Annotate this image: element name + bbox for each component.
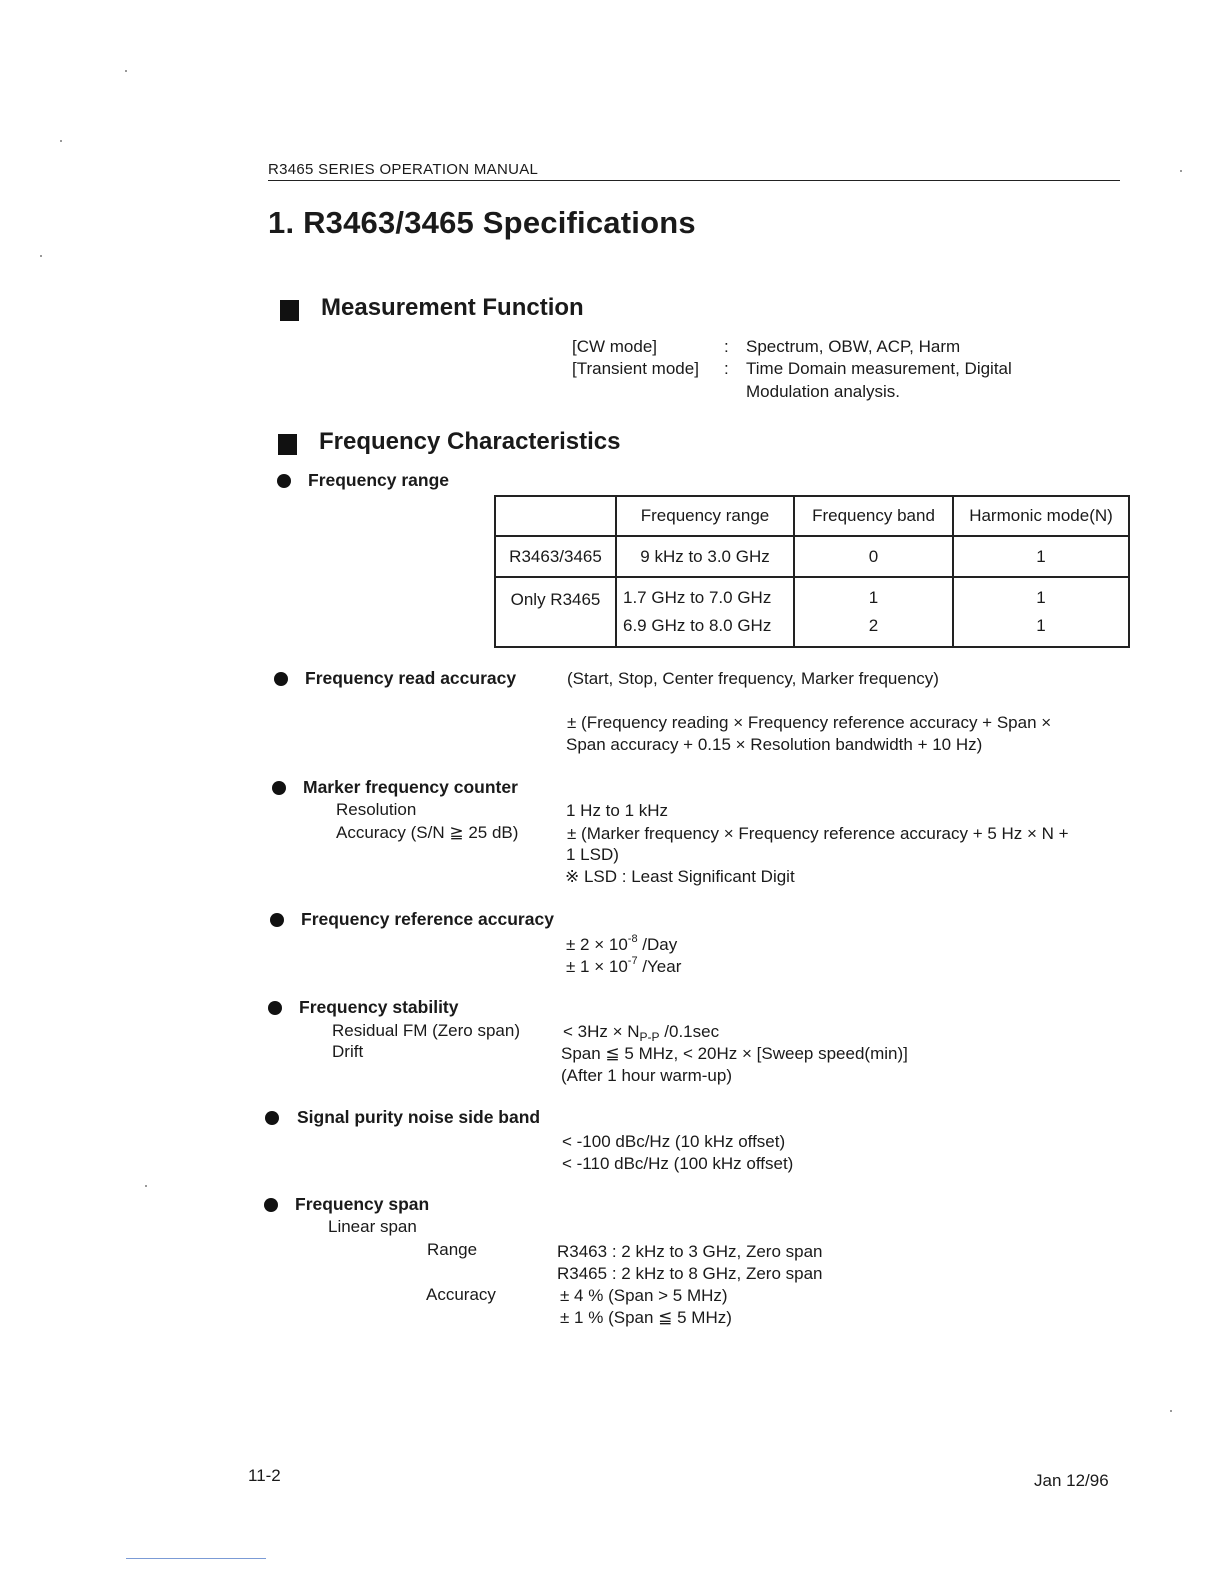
- frequency-span-label: Frequency span: [295, 1194, 430, 1214]
- table-header-row: [495, 496, 1129, 536]
- scan-speck: [125, 70, 127, 72]
- bullet-icon: [265, 1111, 279, 1125]
- read-accuracy-label: Frequency read accuracy: [305, 668, 517, 688]
- span-range-line1: R3463 : 2 kHz to 3 GHz, Zero span: [557, 1242, 823, 1261]
- table-cell: [616, 577, 794, 647]
- table-cell-line: 1: [1036, 616, 1046, 635]
- table-header-cell: [495, 496, 616, 536]
- marker-accuracy-line2: 1 LSD): [566, 845, 619, 864]
- bullet-icon: [274, 672, 288, 686]
- transient-mode-label: [Transient mode]: [572, 359, 699, 378]
- ref-year-base: ± 1 × 10: [566, 957, 628, 976]
- section-bullet-icon: [280, 300, 299, 321]
- table-cell: Only R3465: [495, 577, 616, 647]
- residual-fm-value: [563, 1022, 719, 1044]
- table-row: [495, 577, 1129, 647]
- table-cell: 1: [953, 536, 1129, 577]
- frequency-characteristics-heading: Frequency Characteristics: [319, 428, 621, 455]
- scan-speck: [40, 255, 42, 257]
- bullet-icon: [270, 913, 284, 927]
- resolution-label: Resolution: [336, 800, 417, 819]
- cw-mode-label: [CW mode]: [572, 337, 658, 356]
- ref-year-exponent: -7: [627, 955, 638, 967]
- bullet-icon: [268, 1001, 282, 1015]
- manual-header-title: R3465 SERIES OPERATION MANUAL: [268, 161, 539, 178]
- marker-accuracy-line1: ± (Marker frequency × Frequency reference accuracy + 5 Hz × N +: [567, 824, 1069, 843]
- table-header-cell: Frequency range: [616, 496, 794, 536]
- table-header-cell: Harmonic mode(N): [953, 496, 1129, 536]
- header-rule: [268, 180, 1120, 181]
- linear-span-label: Linear span: [328, 1217, 417, 1236]
- reference-accuracy-year: [566, 955, 681, 977]
- resolution-value: 1 Hz to 1 kHz: [566, 801, 669, 820]
- table-cell: R3463/3465: [495, 536, 616, 577]
- residual-fm-unit: /0.1sec: [659, 1022, 720, 1041]
- noise-sideband-label: Signal purity noise side band: [297, 1107, 541, 1127]
- drift-line2: (After 1 hour warm-up): [561, 1066, 732, 1085]
- cw-mode-sep: :: [724, 337, 729, 356]
- frequency-range-table: [494, 495, 1130, 648]
- table-cell: 9 kHz to 3.0 GHz: [616, 536, 794, 577]
- stability-label: Frequency stability: [299, 997, 459, 1017]
- read-accuracy-line1: (Start, Stop, Center frequency, Marker frequency): [567, 669, 939, 688]
- scan-speck: [145, 1185, 147, 1187]
- table-cell: [953, 577, 1129, 647]
- drift-label: Drift: [332, 1042, 364, 1061]
- scan-speck: [1180, 170, 1182, 172]
- scan-speck: [60, 140, 62, 142]
- table-row: [495, 536, 1129, 577]
- read-accuracy-line3: Span accuracy + 0.15 × Resolution bandwidth + 10 Hz): [566, 735, 983, 754]
- table-cell: [794, 577, 953, 647]
- page-number: 11-2: [248, 1466, 281, 1485]
- bullet-icon: [272, 781, 286, 795]
- residual-fm-base: < 3Hz × N: [563, 1022, 640, 1041]
- reference-accuracy-day: [566, 933, 677, 955]
- span-accuracy-label: Accuracy: [426, 1285, 496, 1304]
- table-header-cell: Frequency band: [794, 496, 953, 536]
- transient-mode-sep: :: [724, 359, 729, 378]
- table-cell-line: 1.7 GHz to 7.0 GHz: [623, 588, 772, 607]
- footer-date: Jan 12/96: [1034, 1471, 1109, 1490]
- transient-mode-desc-cont: Modulation analysis.: [746, 382, 901, 401]
- table-cell-line: 1: [1036, 588, 1046, 607]
- span-range-label: Range: [427, 1240, 478, 1259]
- ref-day-unit: /Day: [637, 935, 678, 954]
- span-range-line2: R3465 : 2 kHz to 8 GHz, Zero span: [557, 1264, 823, 1283]
- edge-mark: [126, 1558, 266, 1559]
- bullet-icon: [264, 1198, 278, 1212]
- residual-fm-label: Residual FM (Zero span): [332, 1021, 521, 1040]
- frequency-range-label: Frequency range: [308, 470, 450, 490]
- marker-accuracy-label: Accuracy (S/N ≧ 25 dB): [336, 823, 519, 842]
- drift-line1: Span ≦ 5 MHz, < 20Hz × [Sweep speed(min)]: [561, 1044, 908, 1063]
- transient-mode-desc: Time Domain measurement, Digital: [746, 359, 1012, 378]
- scan-speck: [1170, 1410, 1172, 1412]
- table-cell-line: 2: [868, 616, 879, 635]
- page-title: 1. R3463/3465 Specifications: [268, 205, 696, 240]
- cw-mode-desc: Spectrum, OBW, ACP, Harm: [746, 337, 961, 356]
- reference-accuracy-label: Frequency reference accuracy: [301, 909, 554, 929]
- span-accuracy-line1: ± 4 % (Span > 5 MHz): [560, 1286, 728, 1305]
- residual-fm-subscript: P-P: [639, 1030, 660, 1044]
- marker-counter-label: Marker frequency counter: [303, 777, 518, 797]
- section-bullet-icon: [278, 434, 297, 455]
- table-cell-line: 1: [868, 588, 879, 607]
- bullet-icon: [277, 474, 291, 488]
- read-accuracy-line2: ± (Frequency reading × Frequency reference accuracy + Span ×: [567, 713, 1052, 732]
- ref-day-exponent: -8: [627, 933, 638, 945]
- lsd-note: ※ LSD : Least Significant Digit: [565, 867, 795, 886]
- table-cell: 0: [794, 536, 953, 577]
- span-accuracy-line2: ± 1 % (Span ≦ 5 MHz): [560, 1308, 732, 1327]
- noise-sideband-line1: < -100 dBc/Hz (10 kHz offset): [562, 1132, 786, 1151]
- table-cell-line: 6.9 GHz to 8.0 GHz: [623, 616, 772, 635]
- ref-day-base: ± 2 × 10: [566, 935, 628, 954]
- measurement-function-heading: Measurement Function: [321, 294, 584, 321]
- noise-sideband-line2: < -110 dBc/Hz (100 kHz offset): [562, 1154, 794, 1173]
- ref-year-unit: /Year: [637, 957, 682, 976]
